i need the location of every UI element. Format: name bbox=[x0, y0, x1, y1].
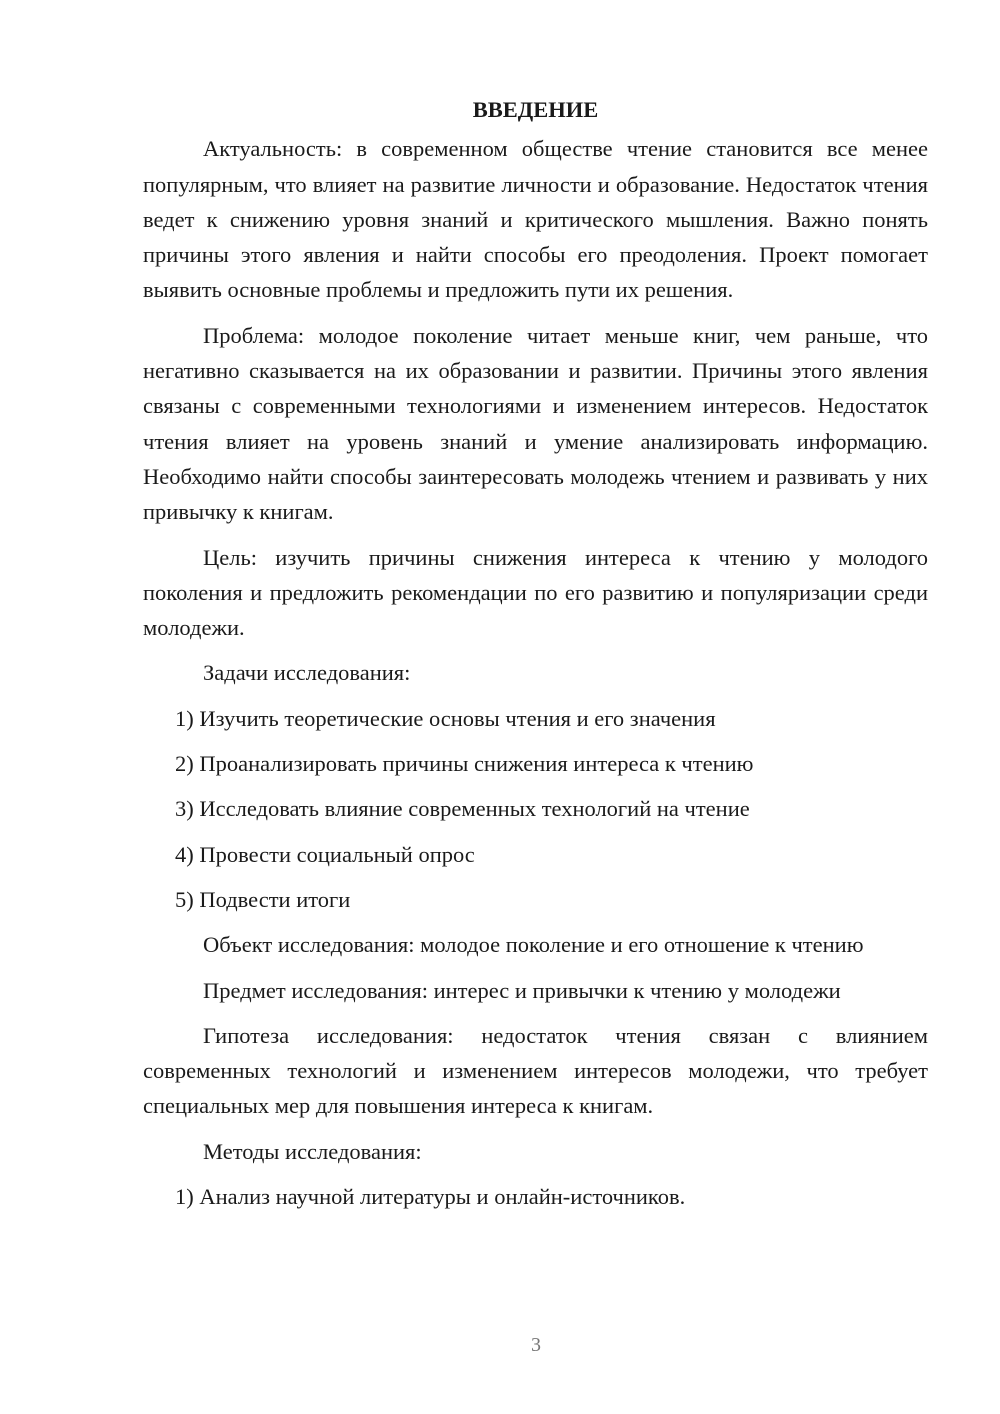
page-title: ВВЕДЕНИЕ bbox=[472, 97, 599, 122]
task-item: 4) Провести социальный опрос bbox=[175, 841, 475, 867]
tasks-heading: Задачи исследования: bbox=[203, 660, 411, 686]
subject-paragraph: Предмет исследования: интерес и привычки к чтению у молодежи bbox=[203, 977, 841, 1003]
task-item: 3) Исследовать влияние современных технологий на чтение bbox=[175, 796, 750, 822]
task-item: 1) Изучить теоретические основы чтения и его значения bbox=[175, 705, 716, 731]
object-paragraph: Объект исследования: молодое поколение и его отношение к чтению bbox=[203, 932, 864, 958]
method-item: 1) Анализ научной литературы и онлайн-источников. bbox=[175, 1184, 686, 1210]
goal-paragraph: Цель: изучить причины снижения интереса к чтению у молодого поколения и предложить рекомендации по его развитию и популяризации среди молодежи. bbox=[143, 544, 928, 641]
page-number: 3 bbox=[531, 1334, 541, 1356]
task-item: 5) Подвести итоги bbox=[175, 886, 351, 912]
relevance-paragraph: Актуальность: в современном обществе чтение становится все менее популярным, что влияет на развитие личности и образование. Недостаток чтения ведет к снижению уровня знаний и критического мышления. Важно понять причины этого явления и найти способы его преодоления. Проект помогает выявить основные проблемы и предложить пути их решения. bbox=[143, 136, 928, 303]
document-page bbox=[143, 92, 928, 1224]
task-item: 2) Проанализировать причины снижения интереса к чтению bbox=[175, 751, 754, 777]
hypothesis-paragraph: Гипотеза исследования: недостаток чтения связан с влиянием современных технологий и изменением интересов молодежи, что требует специальных мер для повышения интереса к книгам. bbox=[143, 1022, 928, 1119]
methods-heading: Методы исследования: bbox=[203, 1138, 422, 1164]
problem-paragraph: Проблема: молодое поколение читает меньше книг, чем раньше, что негативно сказывается на их образовании и развитии. Причины этого явления связаны с современными технологиями и изменением интересов. Недостаток чтения влияет на уровень знаний и умение анализировать информацию. Необходимо найти способы заинтересовать молодежь чтением и развивать у них привычку к книгам. bbox=[143, 322, 928, 525]
